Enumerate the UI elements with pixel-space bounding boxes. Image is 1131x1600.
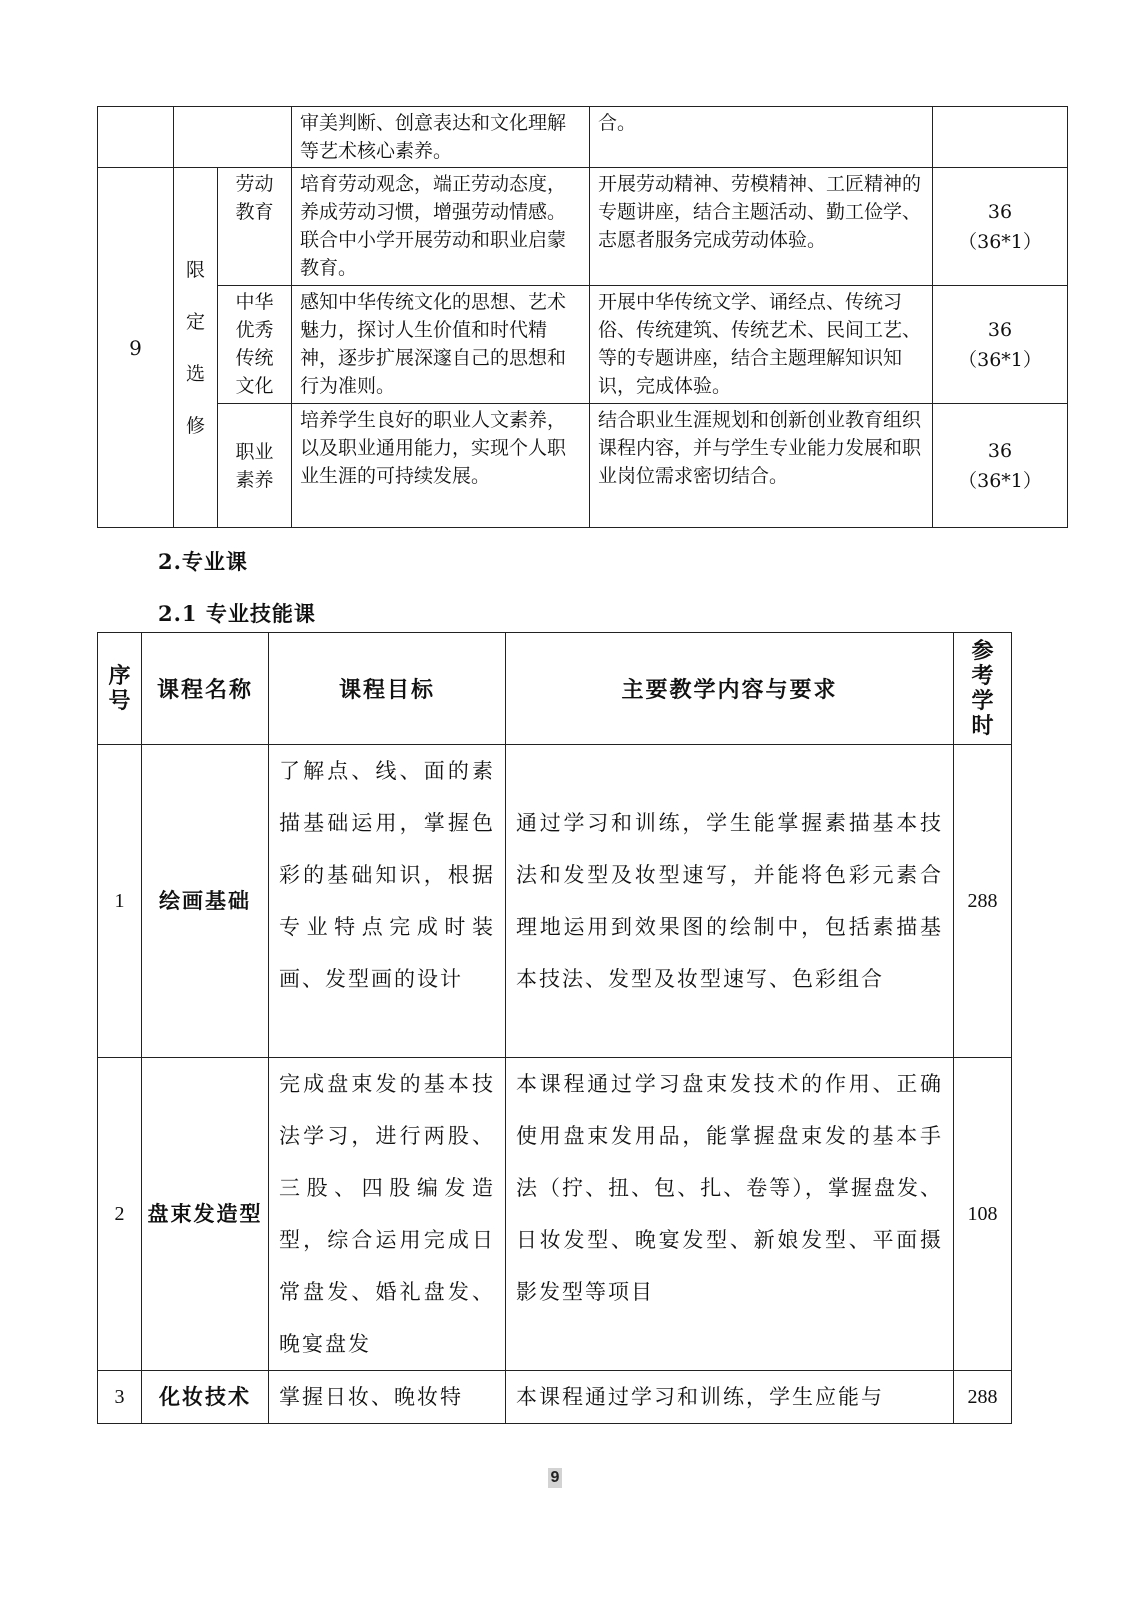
- subsection-heading: 2.1 专业技能课: [158, 601, 316, 626]
- header-seq: [98, 633, 142, 745]
- course-hours: 288: [954, 1371, 1012, 1424]
- category-text: 限定选修: [186, 258, 206, 437]
- table-row: [98, 107, 1068, 168]
- table-row: [98, 1371, 1012, 1424]
- row-seq: 1: [98, 745, 142, 1058]
- course-goal: 了解点、线、面的素描基础运用，掌握色彩的基础知识，根据专业特点完成时装画、发型画的设计: [269, 745, 506, 1058]
- table-cell: [933, 107, 1068, 168]
- category-label: [174, 168, 218, 528]
- course-hours: 36 （36*1）: [933, 286, 1068, 404]
- table-row: [98, 168, 1068, 286]
- course-name: 劳动 教育: [218, 168, 292, 286]
- header-course-content: 主要教学内容与要求: [506, 633, 954, 745]
- course-content: 结合职业生涯规划和创新创业教育组织课程内容，并与学生专业能力发展和职业岗位需求密切结合。: [590, 404, 933, 528]
- elective-courses-table: [97, 106, 1068, 528]
- header-seq-text: 序号: [108, 662, 131, 714]
- course-name: 绘画基础: [142, 745, 269, 1058]
- table-header-row: [98, 633, 1012, 745]
- course-hours: 36 （36*1）: [933, 168, 1068, 286]
- course-hours: 288: [954, 745, 1012, 1058]
- course-content: 开展劳动精神、劳模精神、工匠精神的专题讲座，结合主题活动、勤工俭学、志愿者服务完成劳动体验。: [590, 168, 933, 286]
- table-row: [98, 404, 1068, 528]
- course-goal: 完成盘束发的基本技法学习，进行两股、三股、四股编发造型，综合运用完成日常盘发、婚礼盘发、晚宴盘发: [269, 1058, 506, 1371]
- course-goal: 感知中华传统文化的思想、艺术魅力，探讨人生价值和时代精神，逐步扩展深邃自己的思想和行为准则。: [292, 286, 590, 404]
- course-name: 中华 优秀 传统 文化: [218, 286, 292, 404]
- course-content: 合。: [590, 107, 933, 168]
- course-content: 通过学习和训练，学生能掌握素描基本技法和发型及妆型速写，并能将色彩元素合理地运用到效果图的绘制中，包括素描基本技法、发型及妆型速写、色彩组合: [506, 745, 954, 1058]
- course-goal: 审美判断、创意表达和文化理解等艺术核心素养。: [292, 107, 590, 168]
- course-name: 化妆技术: [142, 1371, 269, 1424]
- table-row: [98, 1058, 1012, 1371]
- table-cell: [174, 107, 292, 168]
- row-seq: 3: [98, 1371, 142, 1424]
- table-row: [98, 286, 1068, 404]
- header-hours-text: 参考学时: [971, 637, 994, 739]
- course-goal: 培育劳动观念，端正劳动态度，养成劳动习惯，增强劳动情感。联合中小学开展劳动和职业启蒙教育。: [292, 168, 590, 286]
- course-content: 开展中华传统文学、诵经点、传统习俗、传统建筑、传统艺术、民间工艺、等的专题讲座，结合主题理解知识知识，完成体验。: [590, 286, 933, 404]
- header-course-name: 课程名称: [142, 633, 269, 745]
- course-goal: 掌握日妆、晚妆特: [269, 1371, 506, 1424]
- course-hours: 36 （36*1）: [933, 404, 1068, 528]
- skill-courses-table: [97, 632, 1012, 1424]
- table-row: [98, 745, 1012, 1058]
- course-name: 职业 素养: [218, 404, 292, 528]
- page-number: 9: [548, 1468, 562, 1488]
- section-heading: 2.专业课: [158, 549, 248, 574]
- table-cell: [98, 107, 174, 168]
- course-content: 本课程通过学习和训练，学生应能与: [506, 1371, 954, 1424]
- course-goal: 培养学生良好的职业人文素养，以及职业通用能力，实现个人职业生涯的可持续发展。: [292, 404, 590, 528]
- course-hours: 108: [954, 1058, 1012, 1371]
- header-hours: [954, 633, 1012, 745]
- header-course-goal: 课程目标: [269, 633, 506, 745]
- row-seq: 9: [98, 168, 174, 528]
- course-name: 盘束发造型: [142, 1058, 269, 1371]
- course-content: 本课程通过学习盘束发技术的作用、正确使用盘束发用品，能掌握盘束发的基本手法（拧、扭、包、扎、卷等），掌握盘发、日妆发型、晚宴发型、新娘发型、平面摄影发型等项目: [506, 1058, 954, 1371]
- row-seq: 2: [98, 1058, 142, 1371]
